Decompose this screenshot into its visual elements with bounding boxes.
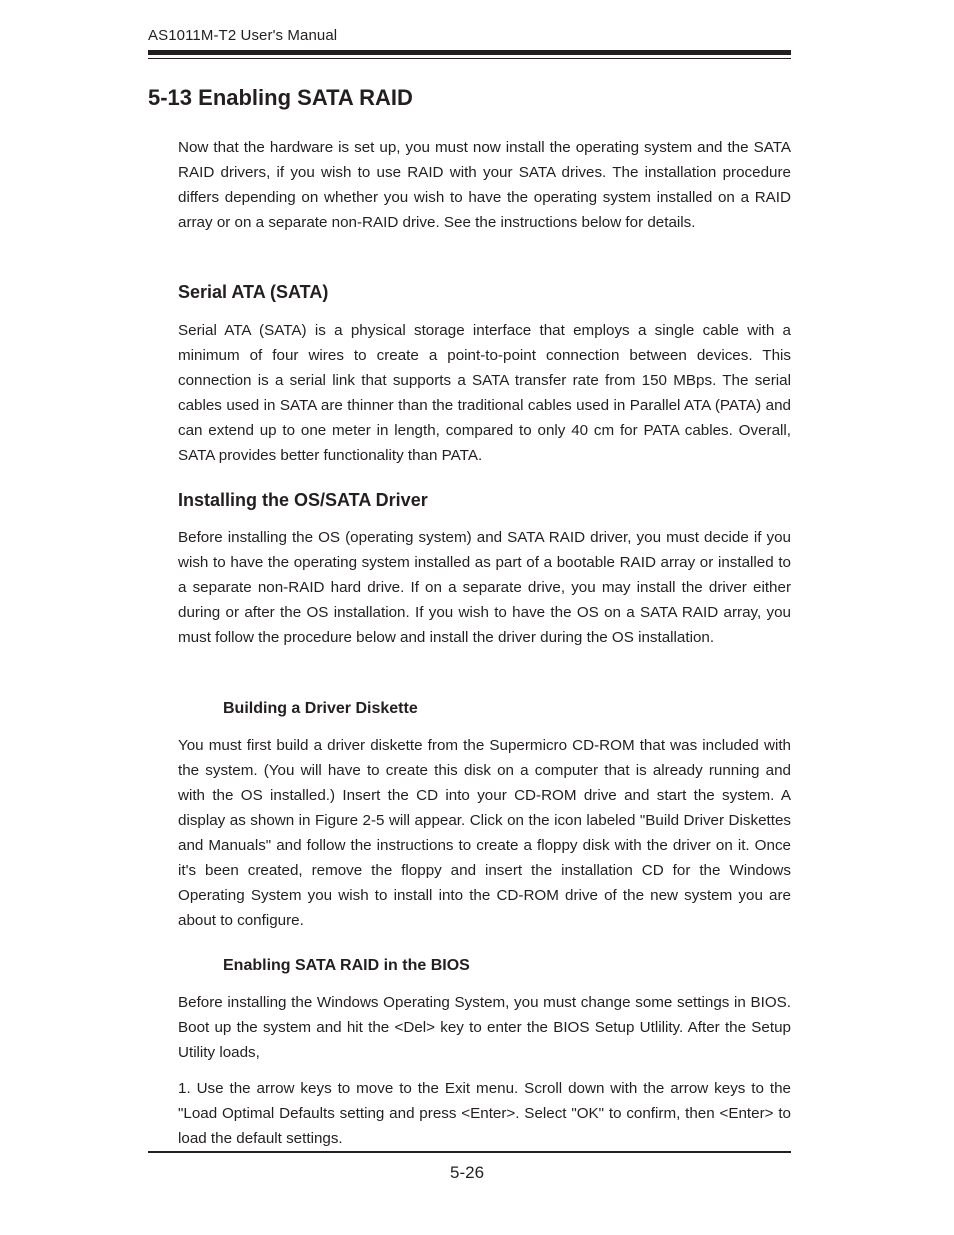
installing-paragraph: Before installing the OS (operating system) and SATA RAID driver, you must decide if you wish to have the operating system installed as part of a bootable RAID array or installed to a separate non-RAID hard drive. If on a separate drive, you may install the driver either during or after the OS installation. If you wish to have the OS on a SATA RAID array, you must follow the procedure below and install the driver during the OS installation. [178, 529, 791, 646]
footer-rule [148, 1151, 791, 1153]
intro-paragraph: Now that the hardware is set up, you must now install the operating system and the SATA RAID drivers, if you wish to use RAID with your SATA drives. The installation procedure differs depending on whether you wish to have the operating system installed on a RAID array or on a separate non-RAID drive. See the instructions below for details. [178, 139, 791, 231]
header-rule [148, 50, 791, 55]
section-title: 5-13 Enabling SATA RAID [148, 85, 413, 110]
building-paragraph: You must first build a driver diskette from the Supermicro CD-ROM that was included with the system. (You will have to create this disk on a computer that is already running and with the OS installed.) Insert the CD into your CD-ROM drive and start the system. A display as shown in Figure 2-5 will appear. Click on the icon labeled "Build Driver Diskettes and Manuals" and follow the instructions to create a floppy disk with the driver on it. Once it's been created, remove the floppy and insert the installation CD for the Windows Operating System you wish to install into the CD-ROM drive of the new system you are about to configure. [178, 737, 791, 929]
bios-heading: Enabling SATA RAID in the BIOS [223, 957, 470, 974]
bios-step-1: 1. Use the arrow keys to move to the Exit menu. Scroll down with the arrow keys to the "Load Optimal Defaults setting and press <Enter>. Select "OK" to confirm, then <Enter> to load the default settings. [178, 1080, 791, 1147]
manual-title: AS1011M-T2 User's Manual [148, 27, 338, 44]
serial-ata-paragraph: Serial ATA (SATA) is a physical storage interface that employs a single cable with a minimum of four wires to create a point-to-point connection between devices. This connection is a serial link that supports a SATA transfer rate from 150 MBps. The serial cables used in SATA are thinner than the traditional cables used in Parallel ATA (PATA) and can extend up to one meter in length, compared to only 40 cm for PATA cables. Overall, SATA provides better functionality than PATA. [178, 322, 791, 464]
serial-ata-heading: Serial ATA (SATA) [178, 282, 329, 302]
page-number: 5-26 [450, 1163, 485, 1182]
bios-paragraph: Before installing the Windows Operating System, you must change some settings in BIOS. Boot up the system and hit the <Del> key to enter the BIOS Setup Utlility. After the Setup Utility loads, [178, 994, 791, 1061]
building-heading: Building a Driver Diskette [223, 700, 418, 717]
header-rule-thin [148, 58, 791, 59]
installing-heading: Installing the OS/SATA Driver [178, 490, 428, 510]
